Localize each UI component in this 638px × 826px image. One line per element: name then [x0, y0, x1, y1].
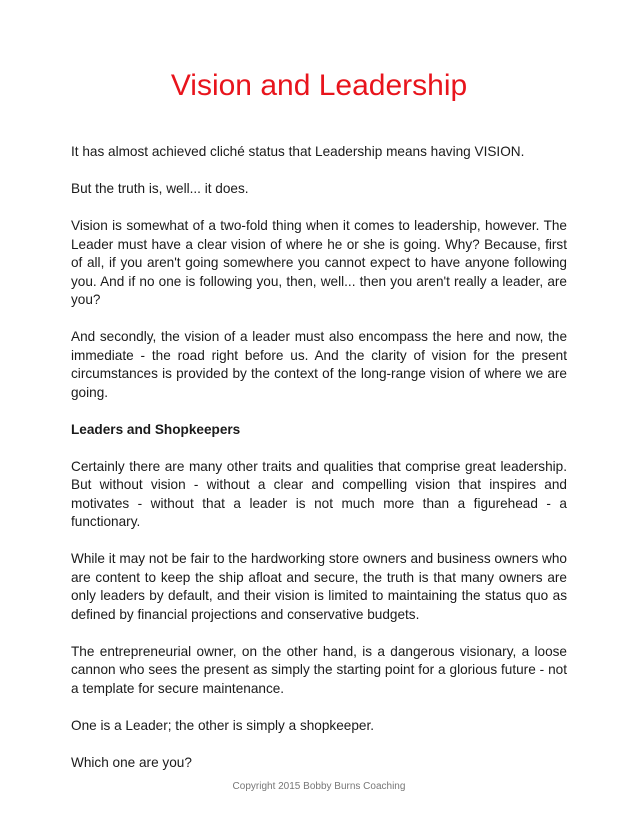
body-text: [71, 143, 567, 791]
paragraph-leader-shopkeeper: One is a Leader; the other is simply a shopkeeper.: [71, 717, 375, 733]
paragraph-secondly: And secondly, the vision of a leader must also encompass the here and now, the immediate - the road right before us. And the clarity of vision for the present circumstances is provided by the context of the long-range vision of where we are going.: [71, 329, 567, 400]
paragraph-two-fold: Vision is somewhat of a two-fold thing when it comes to leadership, however. The Leader must have a clear vision of where he or she is going. Why? Because, first of all, if you aren't going somewhere you cannot expect to have anyone following you. And if no one is following you, then, well... then you aren't really a leader, are you?: [71, 218, 567, 307]
paragraph-truth: But the truth is, well... it does.: [71, 181, 249, 196]
section-heading: Leaders and Shopkeepers: [71, 421, 241, 437]
paragraph-cliche: It has almost achieved cliché status that Leadership means having VISION.: [71, 144, 525, 159]
paragraph-traits: Certainly there are many other traits and qualities that comprise great leadership. But without vision - without a clear and compelling vision that inspires and motivates - without that a leader is not much more than a figurehead - a functionary.: [71, 458, 567, 529]
paragraph-which-one: Which one are you?: [71, 754, 192, 770]
page-title: Vision and Leadership: [170, 69, 468, 102]
paragraph-store-owners: While it may not be fair to the hardworking store owners and business owners who are content to keep the ship afloat and secure, the truth is that many owners are only leaders by default, and their vision is limited to maintaining the status quo as defined by financial projections and conservative budgets.: [71, 551, 567, 622]
paragraph-entrepreneurial: The entrepreneurial owner, on the other hand, is a dangerous visionary, a loose cannon who sees the present as simply the starting point for a glorious future - not a template for secure maintenance.: [71, 643, 567, 696]
copyright-footer: Copyright 2015 Bobby Burns Coaching: [232, 781, 406, 792]
